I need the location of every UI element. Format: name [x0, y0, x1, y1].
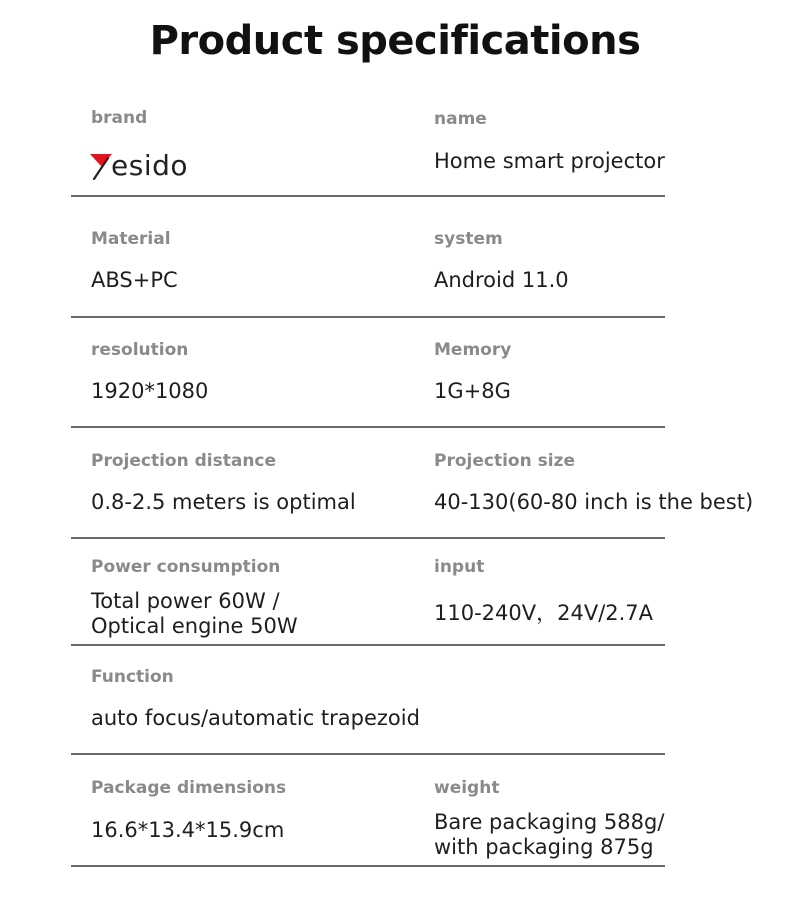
power-consumption-line1: Total power 60W /: [91, 589, 280, 613]
yesido-logo-mark-icon: [90, 150, 112, 180]
input-label: input: [434, 557, 485, 577]
package-dimensions-value: 16.6*13.4*15.9cm: [91, 818, 285, 842]
memory-value: 1G+8G: [434, 379, 511, 403]
projection-size-value: 40-130(60-80 inch is the best): [434, 490, 754, 514]
row-divider: [71, 426, 665, 428]
name-label: name: [434, 109, 487, 129]
projection-distance-value: 0.8-2.5 meters is optimal: [91, 490, 356, 514]
projection-size-label: Projection size: [434, 451, 575, 471]
power-consumption-line2: Optical engine 50W: [91, 614, 298, 638]
name-value: Home smart projector: [434, 149, 665, 173]
projection-distance-label: Projection distance: [91, 451, 277, 471]
row-divider: [71, 195, 665, 197]
power-consumption-label: Power consumption: [91, 557, 281, 577]
input-value: 110-240V，24V/2.7A: [434, 601, 654, 625]
weight-label: weight: [434, 778, 500, 798]
brand-logo-text: esido: [111, 148, 188, 182]
system-value: Android 11.0: [434, 268, 569, 292]
resolution-value: 1920*1080: [91, 379, 209, 403]
row-divider: [71, 316, 665, 318]
system-label: system: [434, 229, 503, 249]
brand-label: brand: [91, 108, 148, 128]
material-label: Material: [91, 229, 171, 249]
resolution-label: resolution: [91, 340, 189, 360]
function-label: Function: [91, 667, 174, 687]
page-title: Product specifications: [149, 18, 641, 64]
memory-label: Memory: [434, 340, 512, 360]
row-divider: [71, 753, 665, 755]
brand-logo: [90, 147, 188, 183]
weight-line2: with packaging 875g: [434, 835, 654, 859]
row-divider: [71, 865, 665, 867]
row-divider: [71, 537, 665, 539]
package-dimensions-label: Package dimensions: [91, 778, 287, 798]
weight-line1: Bare packaging 588g/: [434, 810, 665, 834]
material-value: ABS+PC: [91, 268, 178, 292]
function-value: auto focus/automatic trapezoid: [91, 706, 420, 730]
row-divider: [71, 644, 665, 646]
